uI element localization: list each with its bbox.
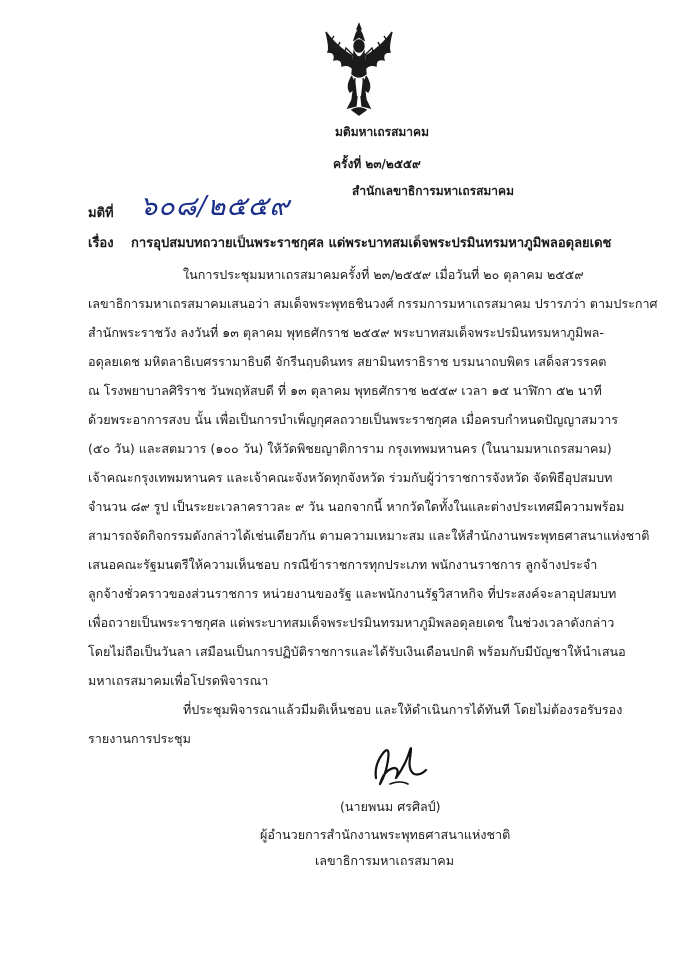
issuing-office: สำนักเลขาธิการมหาเถรสมาคม [352,184,514,198]
body-line: เสนอคณะรัฐมนตรีให้ความเห็นชอบ กรณีข้าราชการทุกประเภท พนักงานราชการ ลูกจ้างประจำ [88,557,598,572]
body-line: สามารถจัดกิจกรรมดังกล่าวได้เช่นเดียวกัน ตามความเหมาะสม และให้สำนักงานพระพุทธศาสนาแห่งชาติ [88,528,650,543]
body-line: (๕๐ วัน) และสตมวาร (๑๐๐ วัน) ให้วัดพิชยญาติการาม กรุงเทพมหานคร (ในนามมหาเถรสมาคม) [88,441,612,456]
subject-label: เรื่อง [88,236,114,251]
body-line: เจ้าคณะกรุงเทพมหานคร และเจ้าคณะจังหวัดทุกจังหวัด ร่วมกับผู้ว่าราชการจังหวัด จัดพิธีอุปสมบท [88,470,613,485]
body-line: เลขาธิการมหาเถรสมาคมเสนอว่า สมเด็จพระพุทธชินวงศ์ กรรมการมหาเถรสมาคม ปรารภว่า ตามประกาศ [88,296,658,311]
body-line: ที่ประชุมพิจารณาแล้วมีมติเห็นชอบ และให้ดำเนินการได้ทันที โดยไม่ต้องรอรับรอง [183,702,623,717]
body-line: ด้วยพระอาการสงบ นั้น เพื่อเป็นการบำเพ็ญกุศลถวายเป็นพระราชกุศล เมื่อครบกำหนดปัญญาสมวาร [88,412,619,427]
signatory-role: เลขาธิการมหาเถรสมาคม [315,853,455,868]
body-line: มหาเถรสมาคมเพื่อโปรดพิจารณา [88,673,269,688]
body-line: รายงานการประชุม [88,731,191,746]
subject-text: การอุปสมบทถวายเป็นพระราชกุศล แด่พระบาทสมเด็จพระปรมินทรมหาภูมิพลอดุลยเดช [131,236,612,251]
body-line: อดุลยเดช มหิตลาธิเบศรรามาธิบดี จักรีนฤบดินทร สยามินทราธิราช บรมนาถบพิตร เสด็จสวรรคต [88,354,607,369]
handwritten-signature [370,734,430,792]
signatory-position: ผู้อำนวยการสำนักงานพระพุทธศาสนาแห่งชาติ [260,827,511,842]
body-line: โดยไม่ถือเป็นวันลา เสมือนเป็นการปฏิบัติราชการและได้รับเงินเดือนปกติ พร้อมกับมีบัญชาให้นำเสนอ [88,644,626,659]
garuda-emblem-icon [322,22,396,116]
body-line: ในการประชุมมหาเถรสมาคมครั้งที่ ๒๓/๒๕๕๙ เมื่อวันที่ ๒๐ ตุลาคม ๒๕๕๙ [183,267,584,282]
council-heading: มติมหาเถรสมาคม [335,125,429,139]
signatory-name: (นายพนม ศรศิลป์) [340,799,441,814]
body-line: เพื่อถวายเป็นพระราชกุศล แด่พระบาทสมเด็จพระปรมินทรมหาภูมิพลอดุลยเดช ในช่วงเวลาดังกล่าว [88,615,615,630]
resolution-number-handwritten: ๖๐๘/๒๕๕๙ [140,191,290,222]
body-line: จำนวน ๘๙ รูป เป็นระยะเวลาคราวละ ๙ วัน นอกจากนี้ หากวัดใดทั้งในและต่างประเทศมีความพร้อม [88,499,625,514]
resolution-label: มติที่ [88,206,114,221]
body-line: ณ โรงพยาบาลศิริราช วันพฤหัสบดี ที่ ๑๓ ตุลาคม พุทธศักราช ๒๕๕๙ เวลา ๑๕ นาฬิกา ๕๒ นาที [88,383,602,398]
session-number: ครั้งที่ ๒๓/๒๕๕๙ [333,157,421,171]
body-line: สำนักพระราชวัง ลงวันที่ ๑๓ ตุลาคม พุทธศักราช ๒๕๕๙ พระบาทสมเด็จพระปรมินทรมหาภูมิพล- [88,325,604,340]
body-line: ลูกจ้างชั่วคราวของส่วนราชการ หน่วยงานของรัฐ และพนักงานรัฐวิสาหกิจ ที่ประสงค์จะลาอุปสมบท [88,586,617,601]
